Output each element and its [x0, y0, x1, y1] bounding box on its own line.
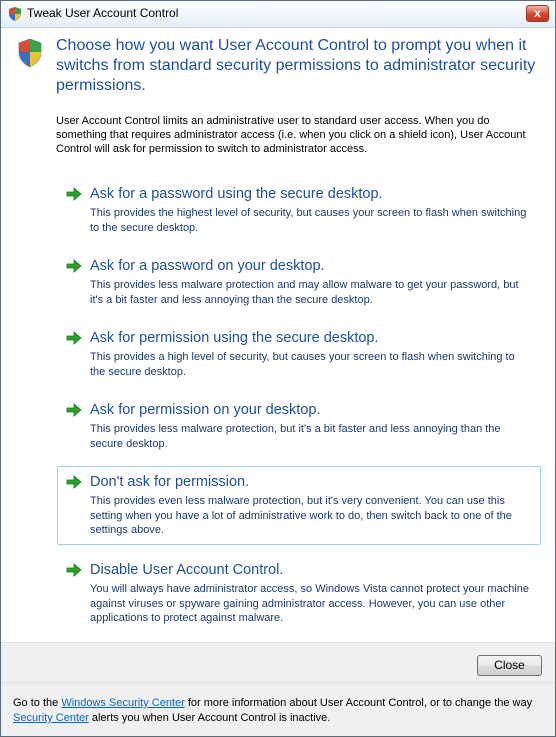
- windows-security-center-link[interactable]: Windows Security Center: [61, 697, 185, 709]
- option-description: You will always have administrator access, so Windows Vista cannot protect your machine against viruses or spyware gaining administrator access. However, you can use other applications to protect against malware.: [90, 583, 529, 624]
- footer: [1, 682, 555, 737]
- footer-text-after: alerts you when User Account Control is inactive.: [88, 712, 331, 724]
- close-button[interactable]: Close: [477, 655, 542, 676]
- button-bar: [1, 642, 555, 683]
- option-title: Ask for a password on your desktop.: [90, 258, 325, 274]
- title-bar: [1, 1, 555, 28]
- dialog-heading: Choose how you want User Account Control to prompt you when it switchs from standard security permissions to administrator security permissions.: [56, 37, 536, 94]
- window-close-button[interactable]: x: [526, 5, 549, 22]
- option-description: This provides the highest level of security, but causes your screen to flash when switching to the secure desktop.: [90, 207, 527, 234]
- option-description: This provides less malware protection, but it's a bit faster and less annoying than the secure desktop.: [90, 423, 501, 450]
- footer-text: [13, 696, 543, 726]
- option-title: Don't ask for permission.: [90, 474, 250, 490]
- green-arrow-icon: [66, 563, 82, 577]
- option-disable-uac[interactable]: [57, 554, 541, 633]
- option-description: This provides a high level of security, but causes your screen to flash when switching to the secure desktop.: [90, 351, 515, 378]
- option-title: Ask for a password using the secure desktop.: [90, 186, 383, 202]
- green-arrow-icon: [66, 403, 82, 417]
- option-title: Ask for permission on your desktop.: [90, 402, 321, 418]
- security-center-link[interactable]: Security Center: [13, 712, 89, 724]
- option-permission-desktop[interactable]: [57, 394, 541, 458]
- option-dont-ask[interactable]: [57, 466, 541, 545]
- green-arrow-icon: [66, 187, 82, 201]
- footer-text-middle: for more information about User Account Control, or to change the way: [184, 697, 533, 709]
- footer-text-before: Go to the: [13, 697, 62, 709]
- window-title: Tweak User Account Control: [27, 6, 179, 20]
- uac-shield-small-icon: [7, 6, 23, 22]
- uac-shield-icon: [17, 38, 43, 68]
- green-arrow-icon: [66, 475, 82, 489]
- option-title: Ask for permission using the secure desktop.: [90, 330, 379, 346]
- option-permission-secure-desktop[interactable]: [57, 322, 541, 386]
- option-description: This provides less malware protection and may allow malware to get your password, but it's a bit faster and less annoying than the secure desktop.: [90, 279, 519, 306]
- option-description: This provides even less malware protection, but it's very convenient. You can use this setting when you have a lot of administrative work to do, then switch back to one of the settings above.: [90, 495, 512, 536]
- option-password-secure-desktop[interactable]: [57, 178, 541, 242]
- dialog-content: [1, 28, 555, 642]
- option-password-desktop[interactable]: [57, 250, 541, 314]
- option-title: Disable User Account Control.: [90, 562, 284, 578]
- green-arrow-icon: [66, 259, 82, 273]
- green-arrow-icon: [66, 331, 82, 345]
- intro-text: User Account Control limits an administrative user to standard user access. When you do something that requires administrator access (i.e. when you click on a shield icon), User Account Control will ask for permission to switch to administrator access.: [56, 115, 526, 155]
